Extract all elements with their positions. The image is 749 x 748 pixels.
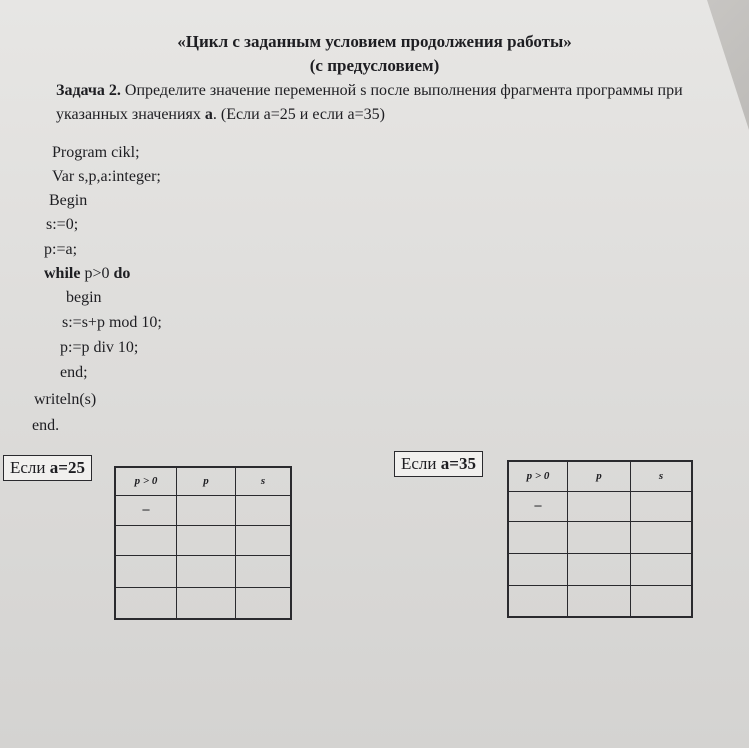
header-condition: p > 0 [508, 461, 568, 491]
table-cell[interactable] [568, 553, 631, 585]
table-cell[interactable] [568, 521, 631, 553]
case-label-a25-prefix: Если [10, 458, 50, 477]
case-label-a25-value: а=25 [49, 458, 85, 477]
code-line-1: Program cikl; [52, 144, 140, 161]
task-var-a: а [204, 106, 213, 123]
table-cell[interactable] [568, 491, 631, 521]
table-cell[interactable] [177, 525, 236, 555]
task-label: Задача 2. [56, 82, 121, 99]
header-p: p [568, 461, 631, 491]
task-text-2: . (Если а=25 и если а=35) [212, 106, 385, 123]
table-cell[interactable] [631, 491, 693, 521]
case-label-a25 [3, 455, 92, 481]
table-cell[interactable] [236, 587, 292, 619]
case-label-a35-prefix: Если [401, 454, 441, 473]
code-line-2: Var s,p,a:integer; [52, 168, 161, 185]
trace-table-a35 [507, 460, 693, 618]
code-line-7: begin [66, 289, 102, 306]
code-line-5: p:=a; [44, 241, 78, 258]
trace-table-a25 [114, 466, 292, 620]
title-line-1: «Цикл с заданным условием продолжения работы» [177, 32, 572, 51]
code-line-3: Begin [49, 192, 88, 209]
table-cell[interactable] [177, 587, 236, 619]
task-text-1: Определите значение переменной s после выполнения фрагмента программы при указанных значениях [56, 82, 683, 123]
table-cell[interactable] [631, 553, 693, 585]
table-cell[interactable] [508, 553, 568, 585]
case-label-a35 [394, 451, 483, 477]
do-keyword: do [113, 265, 131, 282]
title-line-2: (с предусловием) [309, 56, 440, 75]
table-cell[interactable] [236, 525, 292, 555]
code-line-12: end. [32, 417, 60, 434]
table-cell[interactable] [115, 525, 177, 555]
code-line-8: s:=s+p mod 10; [62, 314, 162, 331]
table-cell[interactable] [115, 555, 177, 587]
table-cell[interactable] [508, 585, 568, 617]
table-cell[interactable] [631, 521, 693, 553]
table-cell[interactable] [631, 585, 693, 617]
table-cell[interactable] [508, 521, 568, 553]
header-s: s [236, 467, 292, 495]
table-cell[interactable]: – [115, 495, 177, 525]
table-cell[interactable]: – [508, 491, 568, 521]
code-line-4: s:=0; [46, 216, 79, 233]
header-p: p [177, 467, 236, 495]
code-line-9: p:=p div 10; [60, 339, 139, 356]
table-cell[interactable] [236, 495, 292, 525]
while-condition: p>0 [80, 265, 114, 282]
header-s: s [631, 461, 693, 491]
code-line-6 [44, 265, 130, 283]
case-label-a35-value: а=35 [440, 454, 476, 473]
table-cell[interactable] [115, 587, 177, 619]
table-cell[interactable] [177, 495, 236, 525]
code-line-11: writeln(s) [34, 391, 97, 408]
while-keyword: while [44, 265, 81, 282]
table-cell[interactable] [177, 555, 236, 587]
task-statement [56, 79, 696, 127]
table-cell[interactable] [236, 555, 292, 587]
header-condition: p > 0 [115, 467, 177, 495]
code-line-10: end; [60, 364, 88, 381]
table-cell[interactable] [568, 585, 631, 617]
